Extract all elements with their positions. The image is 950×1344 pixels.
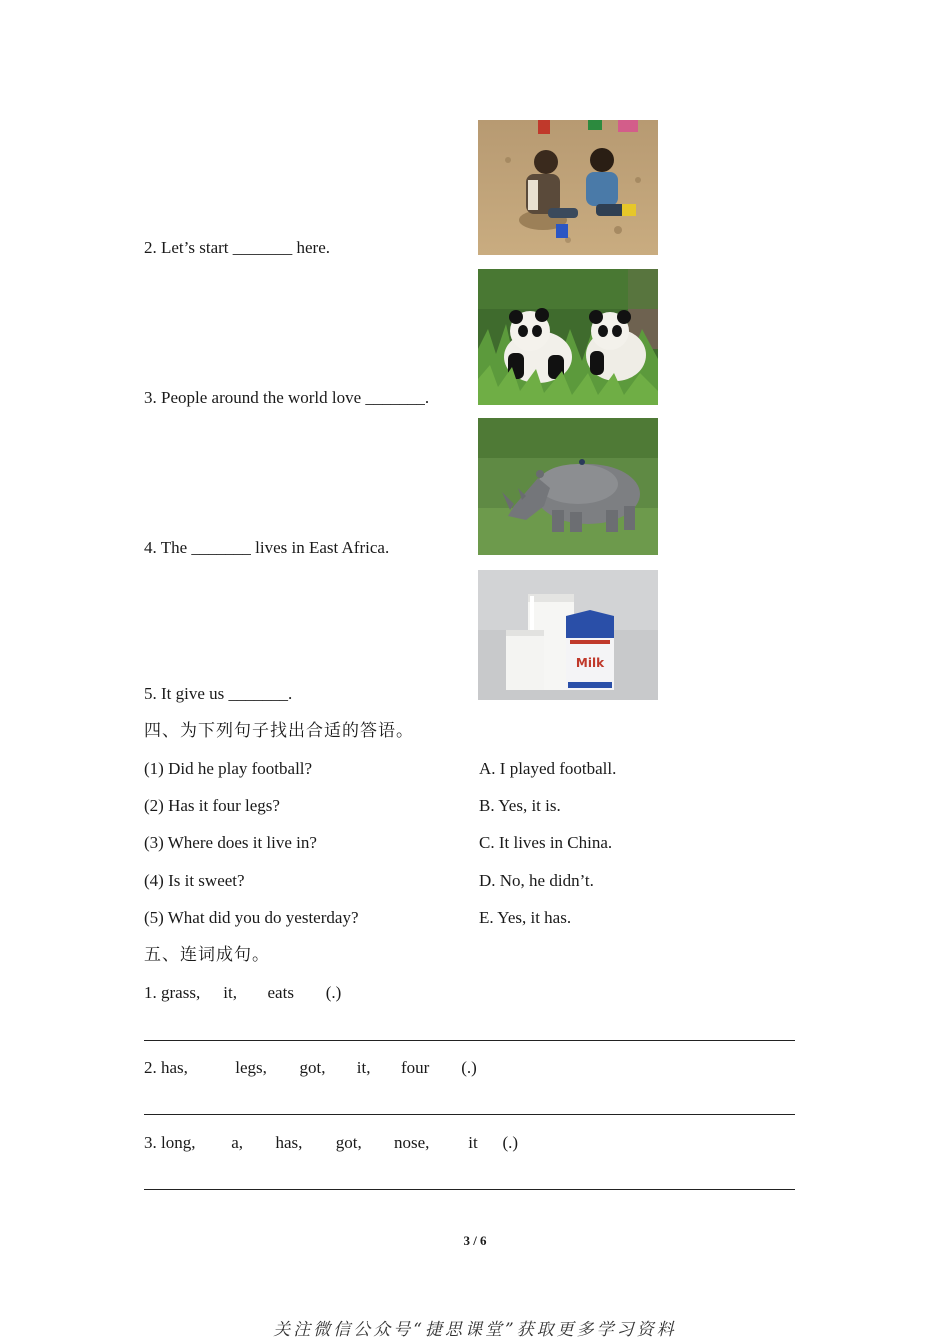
page-number: 3 / 6 xyxy=(463,1233,487,1248)
rhino-image xyxy=(478,418,658,555)
question-5: (5) What did you do yesterday? xyxy=(144,908,359,927)
milk-carton-label: Milk xyxy=(575,656,605,670)
word: it, xyxy=(223,983,237,1002)
word: long, xyxy=(161,1133,196,1152)
fill-in-item-4: 4. The _______ lives in East Africa. xyxy=(144,538,390,557)
fill-in-item-2: 2. Let’s start _______ here. xyxy=(144,238,331,257)
answer-line-3[interactable] xyxy=(144,1189,795,1190)
word: it, xyxy=(356,1058,371,1077)
word: grass, xyxy=(161,983,201,1002)
fill-in-item-3: 3. People around the world love _______. xyxy=(144,388,430,407)
answer-b: B. Yes, it is. xyxy=(479,796,561,815)
question-2: (2) Has it four legs? xyxy=(144,796,280,815)
word: (.) xyxy=(502,1133,519,1152)
word-order-item-1 xyxy=(144,983,341,1003)
word: nose, xyxy=(394,1133,430,1152)
word: four xyxy=(401,1058,430,1077)
photo-rhino xyxy=(478,418,658,555)
pandas-image xyxy=(478,269,658,405)
question-4: (4) Is it sweet? xyxy=(144,871,245,890)
photo-pandas xyxy=(478,269,658,405)
section5-heading: 五、连词成句。 xyxy=(144,945,270,965)
answer-line-1[interactable] xyxy=(144,1040,795,1041)
answer-e: E. Yes, it has. xyxy=(479,908,572,927)
answer-d: D. No, he didn’t. xyxy=(479,871,594,890)
word: has, xyxy=(161,1058,188,1077)
word: a, xyxy=(231,1133,244,1152)
word: (.) xyxy=(325,983,342,1002)
milk-image xyxy=(478,570,658,700)
photo-kids-sand xyxy=(478,120,658,255)
question-1: (1) Did he play football? xyxy=(144,759,313,778)
fill-in-item-5: 5. It give us _______. xyxy=(144,684,293,703)
item-number: 2. xyxy=(144,1058,157,1077)
item-number: 3. xyxy=(144,1133,157,1152)
question-3: (3) Where does it live in? xyxy=(144,833,317,852)
word: eats xyxy=(267,983,294,1002)
word: (.) xyxy=(461,1058,477,1077)
kids-sand-image xyxy=(478,120,658,255)
answer-c: C. It lives in China. xyxy=(479,833,613,852)
item-number: 1. xyxy=(144,983,157,1002)
word: has, xyxy=(275,1133,303,1152)
promo-footer: 关注微信公众号“捷思课堂”获取更多学习资料 xyxy=(273,1320,677,1340)
answer-a: A. I played football. xyxy=(479,759,617,778)
word: got, xyxy=(299,1058,326,1077)
section4-heading: 四、为下列句子找出合适的答语。 xyxy=(144,721,414,741)
word-order-item-2 xyxy=(144,1058,477,1078)
word-order-item-3 xyxy=(144,1133,518,1153)
photo-milk xyxy=(478,570,658,700)
word: got, xyxy=(335,1133,362,1152)
word: it xyxy=(468,1133,478,1152)
word: legs, xyxy=(235,1058,267,1077)
answer-line-2[interactable] xyxy=(144,1114,795,1115)
